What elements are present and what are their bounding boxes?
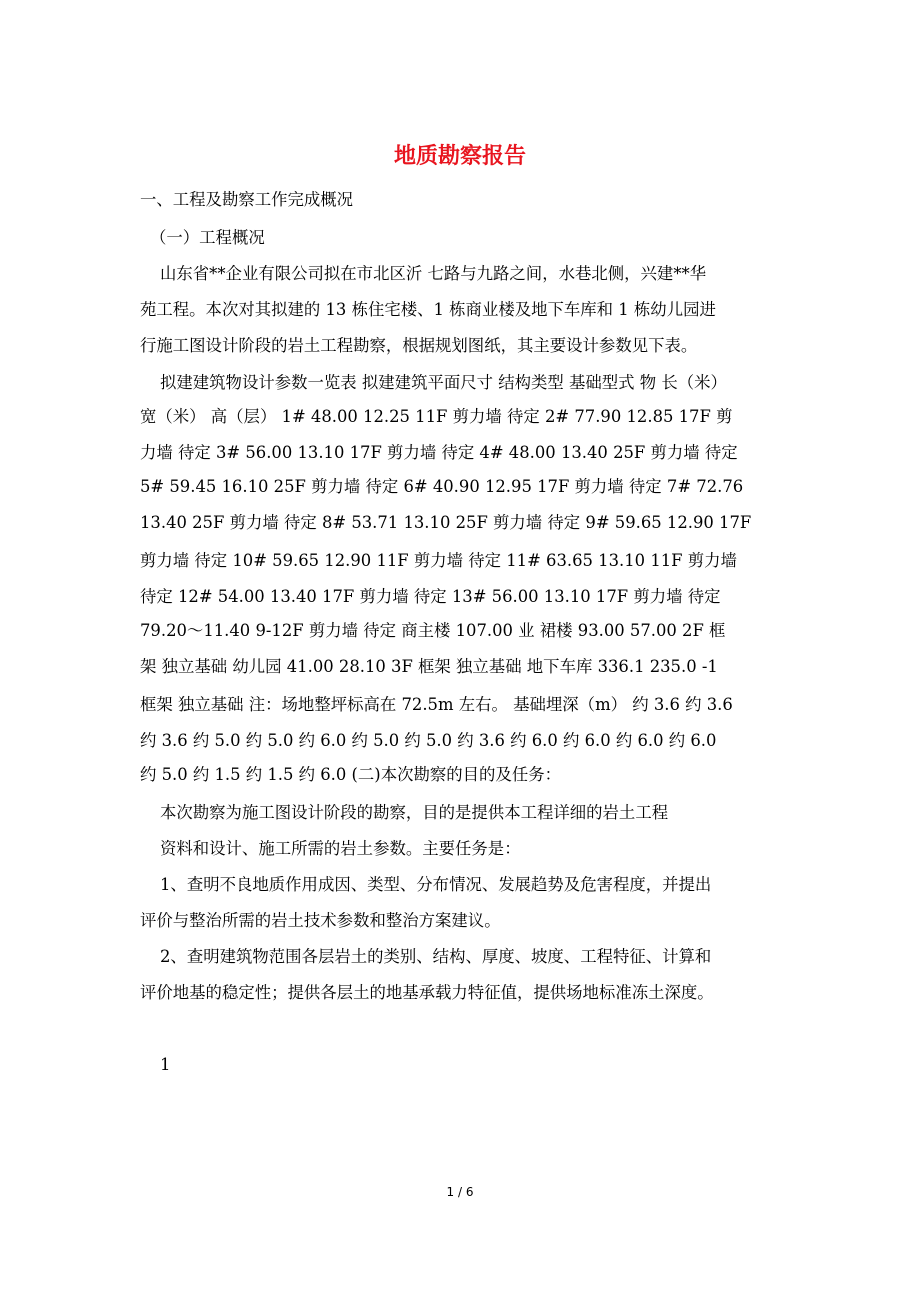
text-line: 约 3.6 约 5.0 约 5.0 约 6.0 约 5.0 约 5.0 约 3.6 约 6.0 约 6.0 约 6.0 约 6.0 (140, 731, 717, 750)
subsection-heading: （一）工程概况 (150, 228, 265, 247)
text-line: 待定 12# 54.00 13.40 17F 剪力墙 待定 13# 56.00 13.10 17F 剪力墙 待定 (140, 587, 721, 606)
text-line: 宽（米） 高（层） 1# 48.00 12.25 11F 剪力墙 待定 2# 77.90 12.85 17F 剪 (140, 407, 733, 426)
text-line: 5# 59.45 16.10 25F 剪力墙 待定 6# 40.90 12.95 17F 剪力墙 待定 7# 72.76 (140, 477, 744, 496)
text-line: 2、查明建筑物范围各层岩土的类别、结构、厚度、坡度、工程特征、计算和 (160, 947, 712, 966)
section-heading: 一、工程及勘察工作完成概况 (140, 190, 354, 209)
text-line: 约 5.0 约 1.5 约 1.5 约 6.0 (二)本次勘察的目的及任务： (140, 765, 561, 784)
text-line: 架 独立基础 幼儿园 41.00 28.10 3F 框架 独立基础 地下车库 336.1 235.0 -1 (140, 657, 718, 676)
text-line: 力墙 待定 3# 56.00 13.10 17F 剪力墙 待定 4# 48.00 13.40 25F 剪力墙 待定 (140, 443, 738, 462)
text-line: 框架 独立基础 注：场地整坪标高在 72.5m 左右。 基础埋深（m） 约 3.6 约 3.6 (140, 695, 733, 714)
text-line: 评价与整治所需的岩土技术参数和整治方案建议。 (140, 911, 501, 930)
footnote-number: 1 (160, 1055, 171, 1074)
text-line: 资料和设计、施工所需的岩土参数。主要任务是： (160, 839, 521, 858)
page-number: 1 / 6 (446, 1185, 474, 1199)
text-line: 1、查明不良地质作用成因、类型、分布情况、发展趋势及危害程度，并提出 (160, 875, 712, 894)
document-title: 地质勘察报告 (393, 143, 526, 169)
text-line: 山东省**企业有限公司拟在市北区沂 七路与九路之间，水巷北侧，兴建**华 (160, 264, 707, 283)
text-line: 本次勘察为施工图设计阶段的勘察，目的是提供本工程详细的岩土工程 (160, 803, 669, 822)
text-line: 13.40 25F 剪力墙 待定 8# 53.71 13.10 25F 剪力墙 待定 9# 59.65 12.90 17F (140, 513, 752, 532)
text-line: 苑工程。本次对其拟建的 13 栋住宅楼、1 栋商业楼及地下车库和 1 栋幼儿园进 (140, 300, 716, 319)
text-line: 79.20～11.40 9-12F 剪力墙 待定 商主楼 107.00 业 裙楼 93.00 57.00 2F 框 (140, 621, 726, 640)
text-line: 剪力墙 待定 10# 59.65 12.90 11F 剪力墙 待定 11# 63.65 13.10 11F 剪力墙 (140, 551, 737, 570)
text-line: 行施工图设计阶段的岩土工程勘察，根据规划图纸，其主要设计参数见下表。 (140, 336, 698, 355)
text-line: 拟建建筑物设计参数一览表 拟建建筑平面尺寸 结构类型 基础型式 物 长（米） (160, 373, 727, 392)
text-line: 评价地基的稳定性；提供各层土的地基承载力特征值，提供场地标准冻土深度。 (140, 983, 714, 1002)
